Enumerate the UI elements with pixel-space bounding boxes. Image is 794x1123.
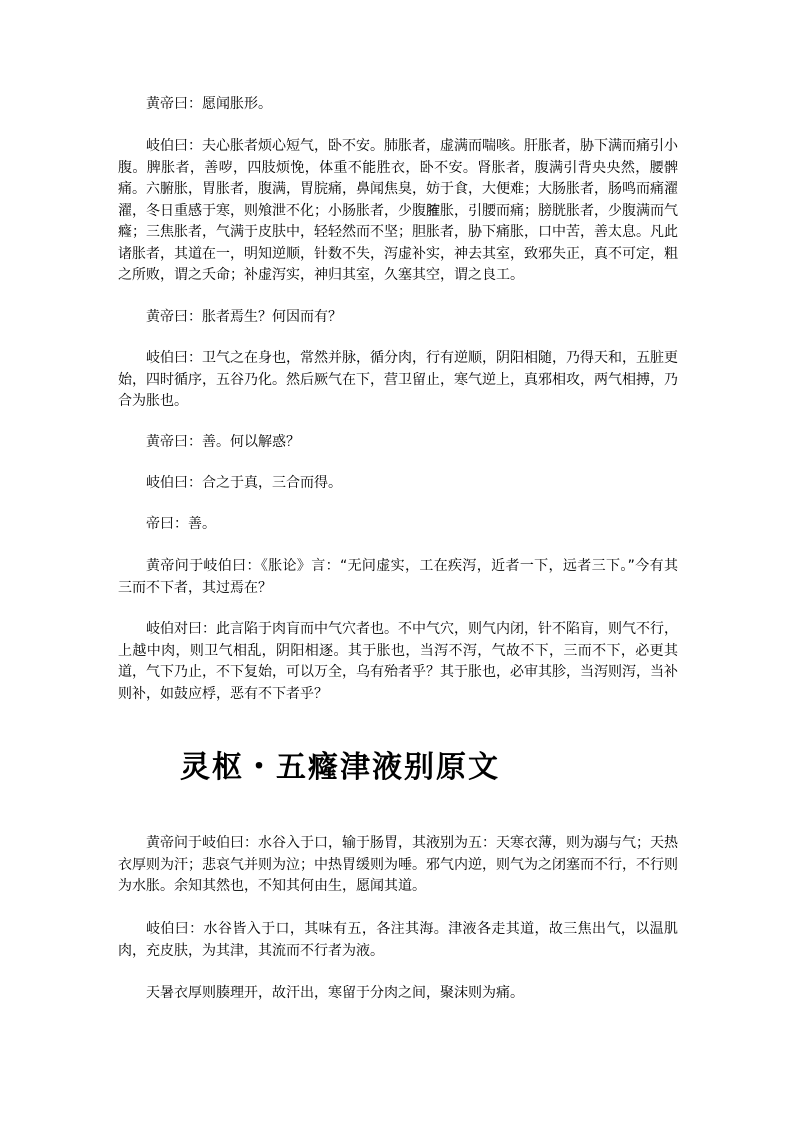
paragraph: 天暑衣厚则腠理开，故汗出，寒留于分肉之间，聚沫则为痛。 [146,985,524,1001]
paragraph: 黄帝曰：善。何以解惑？ [146,434,300,450]
paragraph: 岐伯对曰：此言陷于肉肓而中气穴者也。不中气穴，则气内闭，针不陷肓，则气不行，上越中肉，则卫气相乱，阴阳相逐。其于胀也，当泻不泻，气故不下，三而不下，必更其道，气下乃止，不下复始，可以万全，乌有殆者乎？其于胀也，必审其胗，当泻则泻，当补则补，如鼓应桴，恶有不下者乎？ [118,621,678,702]
paragraph: 黄帝问于岐伯曰：《胀论》言：“无问虚实，工在疾泻，近者一下，远者三下。”今有其三而不下者，其过焉在？ [118,558,678,596]
paragraph: 黄帝问于岐伯曰：水谷入于口，输于肠胃，其液别为五：天寒衣薄，则为溺与气；天热衣厚则为汗；悲哀气并则为泣；中热胃缓则为唾。邪气内逆，则气为之闭塞而不行，不行则为水胀。余知其然也，不知其何由生，愿闻其道。 [118,835,678,894]
paragraph: 帝曰：善。 [146,516,216,532]
paragraph: 黄帝曰：胀者焉生？何因而有？ [146,309,342,325]
paragraph: 黄帝曰：愿闻胀形。 [146,96,272,112]
section-title: 灵枢・五癃津液别原文 [180,750,500,785]
paragraph: 岐伯曰：水谷皆入于口，其味有五，各注其海。津液各走其道，故三焦出气，以温肌肉，充皮肤，为其津，其流而不行者为液。 [118,921,678,959]
paragraph: 岐伯曰：卫气之在身也，常然并脉，循分肉，行有逆顺，阴阳相随，乃得天和，五脏更始，四时循序，五谷乃化。然后厥气在下，营卫留止，寒气逆上，真邪相攻，两气相搏，乃合为胀也。 [118,350,678,409]
paragraph: 岐伯曰：夫心胀者烦心短气，卧不安。肺胀者，虚满而喘咳。肝胀者，胁下满而痛引小腹。脾胀者，善哕，四肢烦悗，体重不能胜衣，卧不安。肾胀者，腹满引背央央然，腰髀痛。六腑胀，胃胀者，腹满，胃脘痛，鼻闻焦臭，妨于食，大便难；大肠胀者，肠鸣而痛濯濯，冬日重感于寒，则飧泄不化；小肠胀者，少腹𦞦胀，引腰而痛；膀胱胀者，少腹满而气癃；三焦胀者，气满于皮肤中，轻轻然而不坚；胆胀者，胁下痛胀，口中苦，善太息。凡此诸胀者，其道在一，明知逆顺，针数不失，泻虚补实，神去其室，致邪失正，真不可定，粗之所败，谓之夭命；补虚泻实，神归其室，久塞其空，谓之良工。 [118,138,678,283]
paragraph: 岐伯曰：合之于真，三合而得。 [146,475,342,491]
